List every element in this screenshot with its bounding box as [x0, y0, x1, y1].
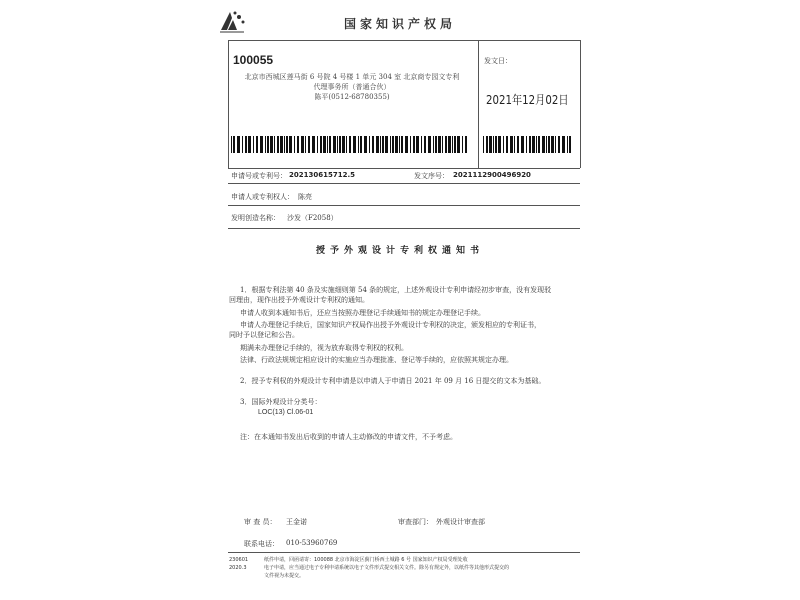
barcode-bar — [454, 136, 456, 153]
examiner-name: 王金诺 — [286, 518, 307, 526]
barcode-bar — [277, 136, 279, 153]
barcode-bar — [503, 136, 504, 153]
barcode-bar — [428, 136, 431, 153]
barcode-bar — [457, 136, 460, 153]
paragraph-2: 2．授予专利权的外观设计专利申请是以申请人于申请日 2021 年 09 月 16 日提交的文本为基础。 — [240, 377, 546, 385]
barcode-bar — [274, 136, 275, 153]
barcode-bar — [424, 136, 426, 153]
barcode-bar — [392, 136, 394, 153]
barcode-bar — [317, 136, 318, 153]
notice-title: 授予外观设计专利权通知书 — [315, 246, 484, 256]
barcode-bar — [395, 136, 398, 153]
application-number-label: 申请号或专利号： — [231, 172, 287, 180]
barcode-bar — [536, 136, 537, 153]
barcode-bar — [358, 136, 359, 153]
barcode-left — [231, 136, 471, 153]
department-name: 外观设计审查部 — [436, 518, 485, 526]
barcode-bar — [517, 136, 519, 153]
barcode-bar — [242, 136, 243, 153]
postcode: 100055 — [233, 53, 274, 67]
barcode-bar — [320, 136, 322, 153]
paragraph-1-line-5: 同时予以登记和公告。 — [229, 331, 299, 339]
phone-label: 联系电话： — [244, 540, 279, 548]
barcode-bar — [498, 136, 501, 153]
barcode-bar — [267, 136, 269, 153]
barcode-bar — [493, 136, 494, 153]
barcode-bar — [546, 136, 547, 153]
info-rule-4 — [228, 228, 580, 229]
barcode-bar — [495, 136, 497, 153]
info-rule-3 — [228, 205, 580, 206]
barcode-bar — [521, 136, 524, 153]
footer-line-2: 电子申请，应当通过电子专利申请系统以电子文件形式提交相关文件。除另有规定外，以纸件等其他形式提交的 — [264, 565, 510, 571]
barcode-bar — [265, 136, 266, 153]
form-version: 2020.3 — [229, 565, 247, 571]
barcode-bar — [421, 136, 422, 153]
barcode-bar — [538, 136, 540, 153]
barcode-bar — [372, 136, 374, 153]
barcode-bar — [433, 136, 434, 153]
barcode-bar — [339, 136, 341, 153]
footer-rule — [228, 552, 580, 553]
barcode-bar — [462, 136, 463, 153]
barcode-bar — [483, 136, 484, 153]
barcode-bar — [286, 136, 288, 153]
barcode-bar — [349, 136, 351, 153]
barcode-bar — [248, 136, 251, 153]
barcode-bar — [558, 136, 560, 153]
barcode-bar — [465, 136, 467, 153]
barcode-bar — [280, 136, 283, 153]
barcode-bar — [237, 136, 240, 153]
barcode-bar — [399, 136, 400, 153]
barcode-bar — [405, 136, 408, 153]
barcode-bar — [270, 136, 273, 153]
department-label: 审查部门： — [398, 518, 433, 526]
barcode-bar — [569, 136, 571, 153]
barcode-bar — [416, 136, 419, 153]
barcode-bar — [231, 136, 232, 153]
header-left-rule — [228, 40, 229, 168]
barcode-bar — [385, 136, 388, 153]
barcode-bar — [342, 136, 345, 153]
header-top-rule — [228, 40, 580, 41]
barcode-bar — [337, 136, 338, 153]
barcode-bar — [312, 136, 315, 153]
barcode-bar — [380, 136, 381, 153]
barcode-bar — [401, 136, 403, 153]
header-right-rule — [580, 40, 581, 168]
barcode-bar — [253, 136, 254, 153]
barcode-bar — [452, 136, 453, 153]
barcode-bar — [364, 136, 367, 153]
barcode-bar — [562, 136, 565, 153]
footer-line-1: 纸件申请，回函请寄：100088 北京市海淀区蓟门桥西土城路 6 号 国家知识产权局受理处收 — [264, 557, 468, 563]
form-code: 230601 — [229, 557, 249, 563]
barcode-bar — [305, 136, 306, 153]
barcode-bar — [435, 136, 437, 153]
header-divider — [478, 40, 479, 168]
barcode-bar — [369, 136, 370, 153]
barcode-bar — [448, 136, 451, 153]
phone-number: 010-53960769 — [286, 539, 338, 547]
address-line-2: 代理事务所（普通合伙） — [313, 83, 391, 91]
barcode-bar — [567, 136, 568, 153]
barcode-bar — [548, 136, 550, 153]
barcode-bar — [323, 136, 326, 153]
barcode-bar — [360, 136, 362, 153]
classification-code: LOC(13) Cl.06-01 — [258, 409, 314, 416]
examiner-label: 审 查 员： — [244, 518, 277, 526]
barcode-bar — [510, 136, 513, 153]
barcode-bar — [284, 136, 285, 153]
dispatch-date: 2021年12月02日 — [486, 93, 569, 107]
applicant-name: 陈亮 — [298, 193, 312, 201]
contact-person: 陈平(0512-68780355) — [314, 93, 390, 101]
barcode-bar — [486, 136, 488, 153]
barcode-bar — [438, 136, 441, 153]
barcode-bar — [413, 136, 415, 153]
serial-number-label: 发文序号： — [414, 172, 449, 180]
barcode-bar — [551, 136, 554, 153]
barcode-bar — [301, 136, 304, 153]
barcode-bar — [297, 136, 299, 153]
application-number: 202130615712.5 — [289, 171, 355, 179]
barcode-bar — [532, 136, 535, 153]
barcode-bar — [506, 136, 508, 153]
applicant-label: 申请人或专利权人： — [231, 193, 294, 201]
barcode-bar — [529, 136, 531, 153]
barcode-bar — [294, 136, 295, 153]
barcode-bar — [390, 136, 391, 153]
design-title-label: 发明创造名称： — [231, 214, 280, 222]
barcode-bar — [346, 136, 347, 153]
barcode-bar — [245, 136, 247, 153]
barcode-bar — [308, 136, 310, 153]
paragraph-1-line-3: 申请人收到本通知书后，还应当按照办理登记手续通知书的规定办理登记手续。 — [240, 309, 485, 317]
paragraph-1-line-6: 期满未办理登记手续的，视为放弃取得专利权的权利。 — [240, 344, 408, 352]
paragraph-1-line-1: 1．根据专利法第 40 条及实施细则第 54 条的规定，上述外观设计专利申请经初步审查，没有发现驳 — [240, 286, 552, 294]
note: 注：在本通知书发出后收到的申请人主动修改的申请文件，不予考虑。 — [240, 433, 457, 441]
footer-line-3: 文件视为未提交。 — [264, 573, 305, 579]
barcode-bar — [260, 136, 263, 153]
barcode-bar — [526, 136, 527, 153]
barcode-bar — [256, 136, 258, 153]
barcode-bar — [353, 136, 356, 153]
barcode-bar — [442, 136, 443, 153]
barcode-bar — [376, 136, 379, 153]
barcode-bar — [542, 136, 545, 153]
barcode-bar — [382, 136, 384, 153]
barcode-bar — [514, 136, 515, 153]
barcode-bar — [489, 136, 492, 153]
barcode-right — [483, 136, 575, 153]
barcode-bar — [445, 136, 447, 153]
dispatch-date-label: 发文日： — [484, 57, 512, 65]
barcode-bar — [233, 136, 235, 153]
barcode-bar — [327, 136, 328, 153]
barcode-bar — [555, 136, 556, 153]
paragraph-3-line-1: 3．国际外观设计分类号： — [240, 398, 322, 406]
barcode-bar — [333, 136, 336, 153]
paragraph-1-line-2: 回理由，现作出授予外观设计专利权的通知。 — [229, 296, 369, 304]
design-title: 沙发（F2058） — [287, 214, 338, 222]
address-line-1: 北京市西城区莲马街 6 号院 4 号楼 1 单元 304 室 北京商专园文专利 — [244, 73, 460, 81]
info-rule-2 — [228, 183, 580, 184]
serial-number: 2021112900496920 — [453, 171, 531, 179]
barcode-bar — [410, 136, 411, 153]
info-rule-1 — [228, 168, 580, 169]
office-name: 国家知识产权局 — [343, 17, 456, 31]
barcode-bar — [289, 136, 292, 153]
paragraph-1-line-4: 申请人办理登记手续后，国家知识产权局作出授予外观设计专利权的决定，颁发相应的专利证书， — [240, 321, 541, 329]
paragraph-1-line-7: 法律、行政法规规定相应设计的实施应当办理批准、登记等手续的，应依照其规定办理。 — [240, 356, 513, 364]
barcode-bar — [329, 136, 331, 153]
